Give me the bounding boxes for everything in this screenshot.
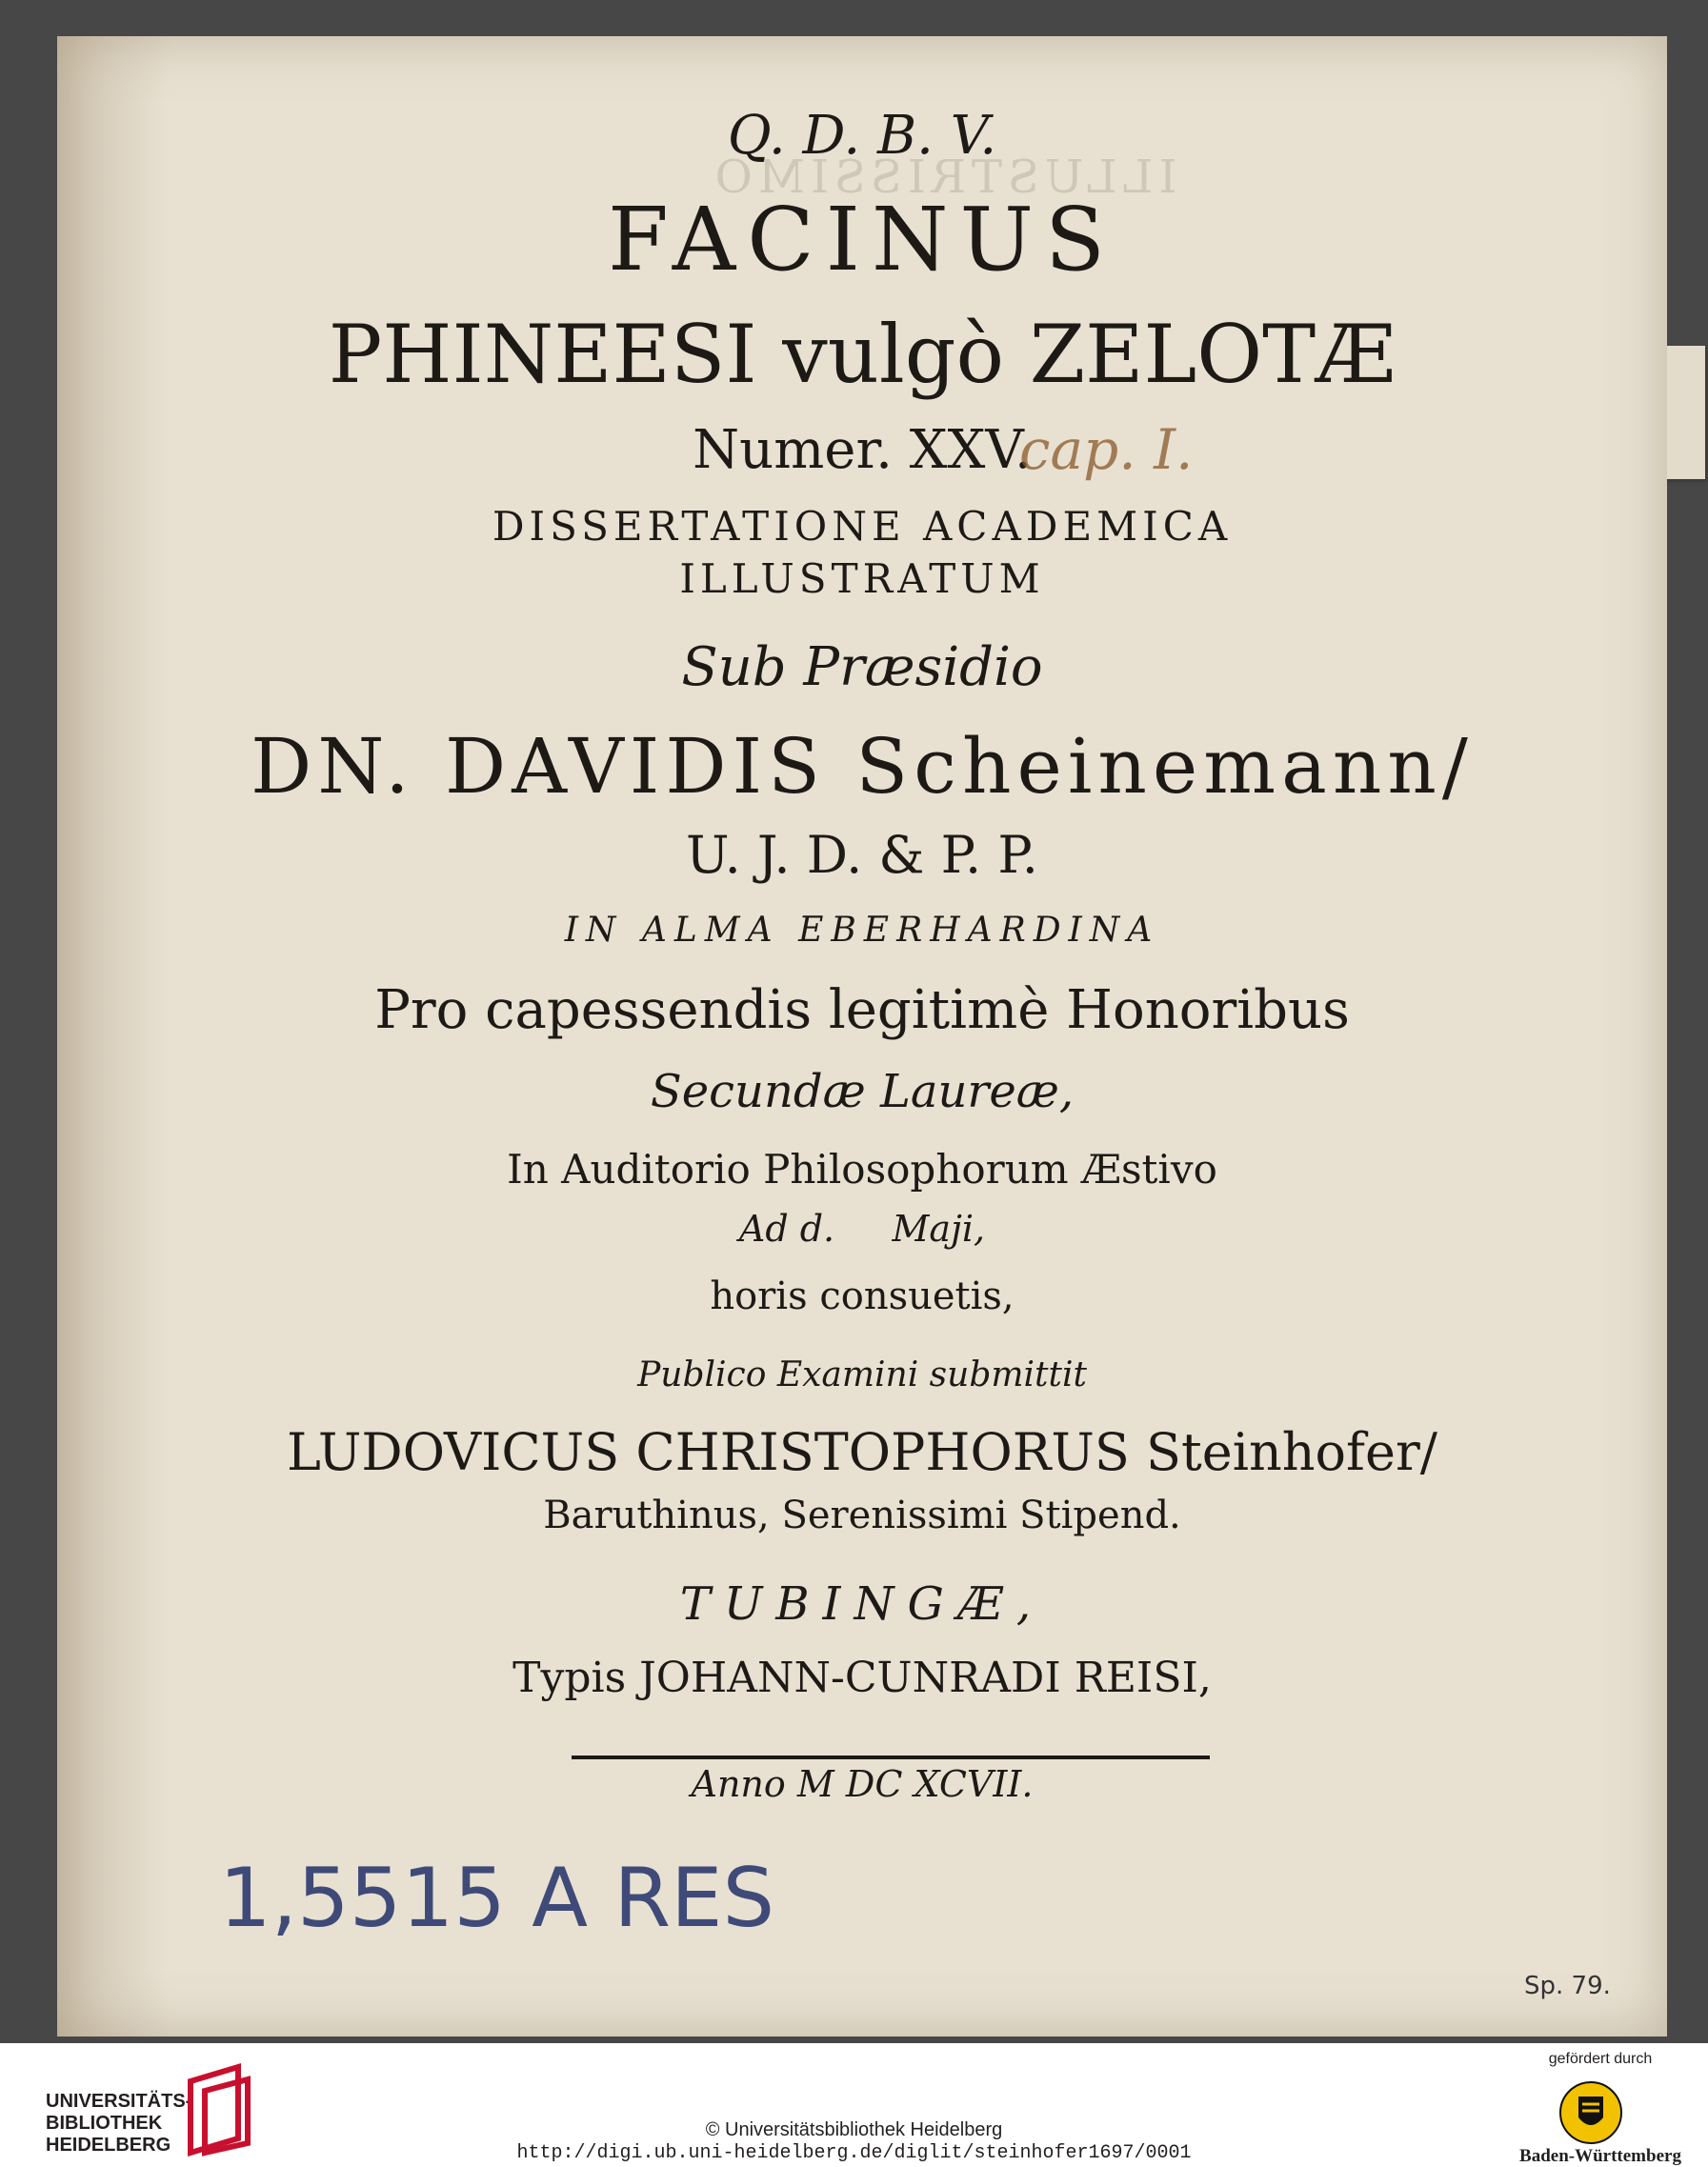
title-numer: Numer. XXV. [693,419,1032,481]
subtitle-dissertatione: DISSERTATIONE ACADEMICA [492,503,1233,550]
respondent-info: Baruthinus, Serenissimi Stipend. [543,1494,1181,1537]
funder-name: Baden-Württemberg [1519,2146,1681,2166]
purpose-line: Pro capessendis legitimè Honoribus [374,979,1350,1041]
footer [0,2043,1708,2167]
place-line: In Auditorio Philosophorum Æstivo [507,1146,1217,1193]
title-phineesi: PHINEESI vulgò ZELOTÆ [328,308,1397,401]
title-facinus: FACINUS [607,189,1117,291]
shelfmark: 1,5515 A RES [219,1851,775,1946]
laurea-line: Secundæ Laureæ, [650,1065,1075,1118]
praeses-title: U. J. D. & P. P. [686,825,1038,885]
year-line: Anno M DC XCVII. [691,1763,1034,1805]
library-logo-line: BIBLIOTHEK [46,2113,163,2134]
show-through-text: ILLUSTRISSIMO [709,150,1177,204]
sub-praesidio: Sub Præsidio [681,636,1043,698]
coat-of-arms-icon [1557,2079,1624,2146]
funded-by-label: gefördert durch [1548,2051,1653,2067]
submission-line: Publico Examini submittit [637,1355,1087,1395]
library-logo-line: HEIDELBERG [46,2135,171,2156]
date-line: Ad d. Maji, [738,1208,986,1250]
qdbv-line: Q. D. B. V. [727,105,997,167]
title-page [57,36,1667,2037]
printer-line: Typis JOHANN-CUNRADI REISI, [512,1654,1212,1702]
copyright-text: © Universitätsbibliothek Heidelberg [705,2119,1003,2140]
margin-note: cap. I. [1019,417,1194,482]
library-logo-line: UNIVERSITÄTS- [46,2091,192,2112]
rule-line [572,1756,1210,1759]
corner-note: Sp. 79. [1524,1972,1611,2000]
hours-line: horis consuetis, [710,1274,1015,1318]
city-line: TUBINGÆ, [679,1577,1045,1631]
university-line: IN ALMA EBERHARDINA [564,911,1160,950]
respondent-line: LUDOVICUS CHRISTOPHORUS Steinhofer/ [287,1422,1437,1482]
subtitle-illustratum: ILLUSTRATUM [679,555,1045,602]
praeses-name: DN. DAVIDIS Scheinemann/ [251,722,1474,811]
permalink[interactable]: http://digi.ub.uni-heidelberg.de/diglit/steinhofer1697/0001 [516,2142,1192,2164]
